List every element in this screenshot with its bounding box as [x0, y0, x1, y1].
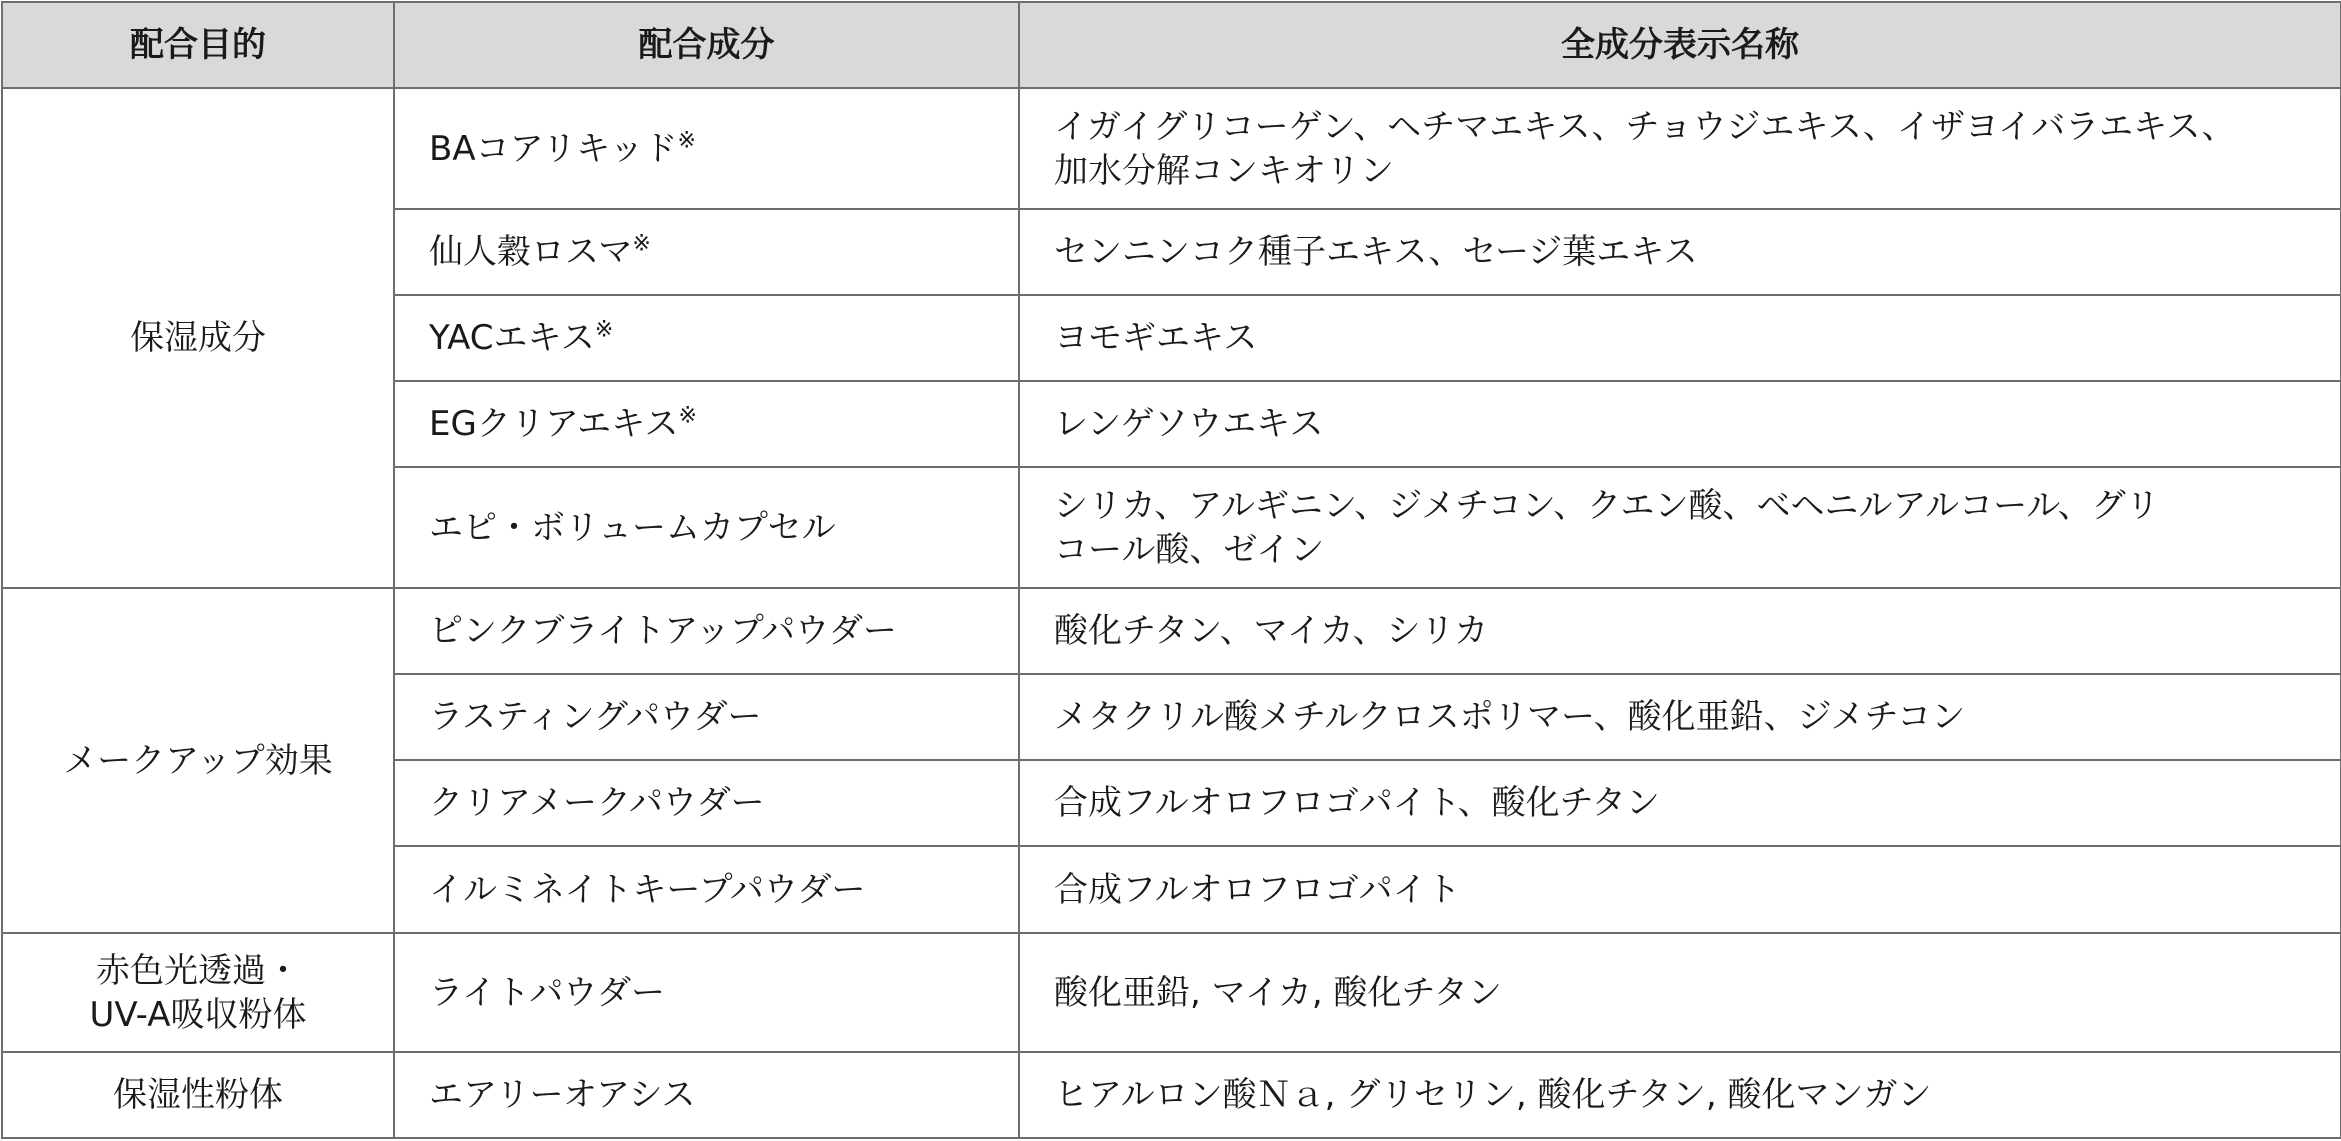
component-cell: ラスティングパウダー — [394, 674, 1019, 760]
inci-cell: 合成フルオロフロゴパイト、酸化チタン — [1019, 760, 2341, 846]
table-row — [2, 88, 2341, 209]
ingredients-table — [1, 1, 2341, 1139]
purpose-cell-makeup: メークアップ効果 — [2, 588, 394, 933]
purpose-line: 赤色光透過・ — [96, 950, 300, 991]
component-cell: ピンクブライトアップパウダー — [394, 588, 1019, 674]
inci-cell — [1019, 88, 2341, 209]
component-cell: イルミネイトキープパウダー — [394, 846, 1019, 933]
component-cell — [394, 295, 1019, 381]
inci-cell: ヒアルロン酸Ｎａ, グリセリン, 酸化チタン, 酸化マンガン — [1019, 1052, 2341, 1138]
note-mark: ※ — [677, 128, 696, 154]
inci-line: シリカ、アルギニン、ジメチコン、クエン酸、ベヘニルアルコール、グリ — [1054, 485, 2160, 526]
inci-cell: ヨモギエキス — [1019, 295, 2341, 381]
inci-cell: メタクリル酸メチルクロスポリマー、酸化亜鉛、ジメチコン — [1019, 674, 2341, 760]
table-body — [2, 88, 2341, 1138]
inci-cell: 酸化チタン、マイカ、シリカ — [1019, 588, 2341, 674]
component-name: YACエキス — [429, 318, 595, 358]
header-purpose: 配合目的 — [2, 2, 394, 88]
inci-cell: 酸化亜鉛, マイカ, 酸化チタン — [1019, 933, 2341, 1052]
inci-cell: レンゲソウエキス — [1019, 381, 2341, 467]
table-header — [2, 2, 2341, 88]
purpose-cell-moisturizing: 保湿成分 — [2, 88, 394, 588]
table-row — [2, 1052, 2341, 1138]
component-cell: エピ・ボリュームカプセル — [394, 467, 1019, 588]
table-row — [2, 588, 2341, 674]
header-component: 配合成分 — [394, 2, 1019, 88]
purpose-line: UV-A吸収粉体 — [89, 994, 307, 1035]
inci-cell — [1019, 467, 2341, 588]
inci-line: 加水分解コンキオリン — [1054, 150, 1394, 191]
component-name: BAコアリキッド — [429, 128, 678, 169]
component-name: EGクリアエキス — [429, 404, 679, 444]
purpose-cell-moist-powder: 保湿性粉体 — [2, 1052, 394, 1138]
component-cell — [394, 209, 1019, 295]
header-row — [2, 2, 2341, 88]
inci-line: コール酸、ゼイン — [1054, 529, 1325, 570]
purpose-cell-red-light — [2, 933, 394, 1052]
inci-line: イガイグリコーゲン、ヘチマエキス、チョウジエキス、イザヨイバラエキス、 — [1054, 106, 2236, 147]
component-cell: エアリーオアシス — [394, 1052, 1019, 1138]
note-mark: ※ — [632, 231, 651, 257]
component-cell: ライトパウダー — [394, 933, 1019, 1052]
inci-cell: 合成フルオロフロゴパイト — [1019, 846, 2341, 933]
component-name: 仙人穀ロスマ — [429, 232, 633, 272]
table-row — [2, 933, 2341, 1052]
header-inci-name: 全成分表示名称 — [1019, 2, 2341, 88]
component-cell — [394, 381, 1019, 467]
inci-cell: センニンコク種子エキス、セージ葉エキス — [1019, 209, 2341, 295]
note-mark: ※ — [678, 403, 697, 429]
note-mark: ※ — [594, 317, 614, 343]
component-cell — [394, 88, 1019, 209]
component-cell: クリアメークパウダー — [394, 760, 1019, 846]
